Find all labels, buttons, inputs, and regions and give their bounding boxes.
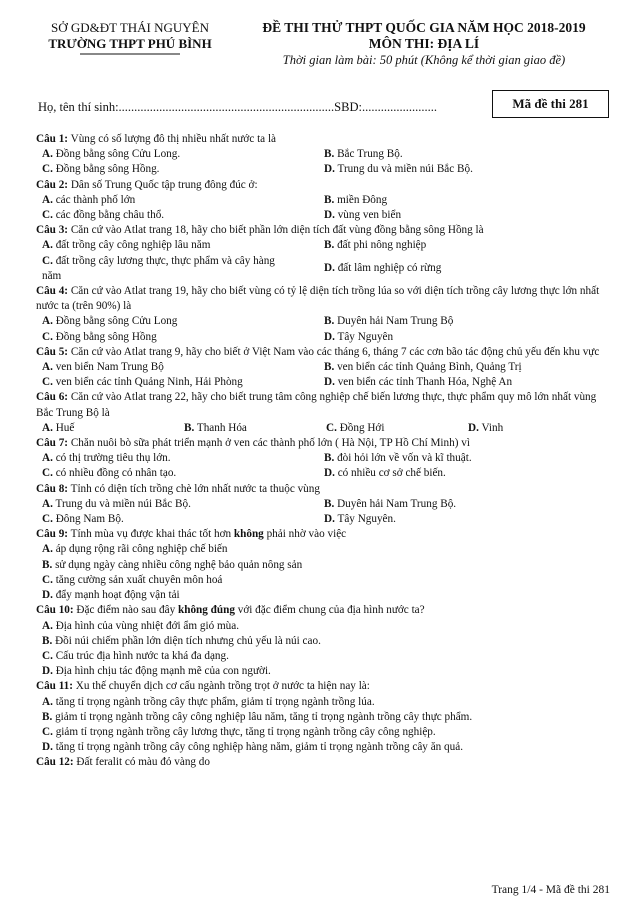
option-text: sử dụng ngày càng nhiều công nghệ bảo quản nông sản	[55, 558, 303, 571]
question-number: Câu 7:	[36, 437, 69, 450]
option-text: Đông Nam Bộ.	[55, 513, 124, 526]
option-text: Địa hình của vùng nhiệt đới ẩm gió mùa.	[55, 619, 240, 632]
option-letter: A.	[42, 619, 53, 632]
option-a	[36, 619, 610, 634]
question-text: Xu thế chuyển dịch cơ cấu ngành trồng trọt ở nước ta hiện nay là:	[73, 680, 370, 693]
option-letter: C.	[42, 376, 53, 389]
option-text: Tây Nguyên	[337, 330, 394, 343]
option-letter: B.	[324, 315, 335, 328]
option-text: Thanh Hóa	[196, 421, 247, 434]
option-text: các đồng bằng châu thổ.	[55, 209, 165, 222]
option-b	[318, 497, 600, 512]
option-d	[36, 588, 610, 603]
option-d	[318, 375, 600, 390]
option-letter: C.	[42, 254, 53, 267]
question-number: Câu 9:	[36, 528, 69, 541]
option-letter: B.	[324, 148, 335, 161]
option-text: đòi hỏi lớn về vốn và kĩ thuật.	[337, 452, 472, 465]
option-text: Duyên hải Nam Trung Bộ	[337, 315, 454, 328]
question-text: Dân số Trung Quốc tập trung đông đúc ở:	[68, 178, 258, 191]
question-6	[36, 390, 610, 436]
option-a	[36, 542, 610, 557]
option-text: Đồng bằng sông Hồng.	[55, 163, 160, 176]
option-text: vùng ven biển	[337, 209, 402, 222]
option-text: đẩy mạnh hoạt động vận tải	[55, 589, 180, 602]
option-b	[36, 710, 610, 725]
option-text: Đồng bằng sông Hồng	[55, 330, 157, 343]
option-text: ven biển các tỉnh Quảng Bình, Quảng Trị	[337, 361, 522, 374]
option-text: Vinh	[481, 421, 504, 434]
option-letter: B.	[42, 558, 53, 571]
option-letter: A.	[42, 452, 53, 465]
option-c	[36, 330, 318, 345]
option-d	[318, 330, 600, 345]
option-letter: A.	[42, 193, 53, 206]
option-text: có nhiều đồng cỏ nhân tạo.	[55, 467, 177, 480]
question-text: Vùng có số lượng đô thị nhiều nhất nước ta là	[68, 133, 277, 145]
question-number: Câu 3:	[36, 224, 69, 237]
option-text: Trung du và miền núi Bắc Bộ.	[337, 163, 473, 176]
header-left	[20, 20, 240, 56]
question-number: Câu 1:	[36, 133, 69, 145]
option-letter: D.	[42, 589, 53, 602]
option-text: Bắc Trung Bộ.	[337, 148, 403, 161]
option-text: ven biển Nam Trung Bộ	[55, 361, 164, 374]
question-keyword: không đúng	[178, 604, 235, 617]
question-3	[36, 223, 610, 284]
option-text: đất lâm nghiệp có rừng	[337, 262, 442, 275]
option-letter: B.	[324, 193, 335, 206]
student-info-line: Họ, tên thí sinh:.....................................................................SBD:........................	[38, 100, 437, 114]
question-12	[36, 755, 610, 770]
question-7	[36, 436, 610, 482]
question-number: Câu 10:	[36, 604, 74, 617]
exam-title: ĐỀ THI THỬ THPT QUỐC GIA NĂM HỌC 2018-2019	[262, 20, 586, 35]
option-c	[36, 208, 318, 223]
option-text: Đồng bằng sông Cửu Long	[55, 315, 178, 328]
question-text: Căn cứ vào Atlat trang 22, hãy cho biết trung tâm công nghiệp chế biến lương thực, thực phẩm quy mô lớn nhất vùng Bắc Trung Bộ là	[36, 391, 597, 419]
question-8	[36, 482, 610, 528]
question-text: Căn cứ vào Atlat trang 18, hãy cho biết phần lớn diện tích đất vùng đồng bằng sông Hồng là	[68, 224, 484, 237]
question-text: Căn cứ vào Atlat trang 19, hãy cho biết vùng có tỷ lệ diện tích trồng lúa so với diện tích trồng cây lương thực lớn nhất nước ta (trên 90%) là	[36, 285, 600, 313]
option-text: Duyên hải Nam Trung Bộ.	[337, 497, 457, 510]
question-text: Chăn nuôi bò sữa phát triển mạnh ở ven các thành phố lớn ( Hà Nội, TP Hồ Chí Minh) vì	[68, 437, 470, 450]
option-text: tăng cường sản xuất chuyên môn hoá	[55, 573, 223, 586]
option-letter: C.	[42, 209, 53, 222]
option-d	[318, 162, 600, 177]
option-letter: A.	[42, 497, 53, 510]
option-text: đất phi nông nghiệp	[337, 239, 427, 252]
option-b	[318, 360, 600, 375]
question-keyword: không	[233, 528, 264, 541]
question-text: Tỉnh có diện tích trồng chè lớn nhất nước ta thuộc vùng	[68, 482, 320, 495]
option-b	[36, 558, 610, 573]
option-text: áp dụng rộng rãi công nghiệp chế biến	[55, 543, 228, 556]
option-c	[36, 466, 318, 481]
option-text: giảm tỉ trọng ngành trồng cây lương thực, tăng tỉ trọng ngành trồng cây công nghiệp.	[55, 725, 436, 738]
option-d	[36, 664, 610, 679]
question-9	[36, 527, 610, 603]
option-letter: B.	[184, 421, 195, 434]
exam-code-box: Mã đề thi 281	[492, 90, 609, 118]
option-text: Đồng Hới	[339, 421, 385, 434]
option-b	[318, 451, 600, 466]
question-text-end: phải nhờ vào việc	[263, 528, 347, 541]
option-text: tăng tỉ trọng ngành trồng cây thực phẩm, giảm tỉ trọng ngành trồng lúa.	[55, 695, 375, 708]
question-4	[36, 284, 610, 345]
option-letter: D.	[324, 330, 335, 343]
option-c	[320, 421, 462, 436]
question-text: Căn cứ vào Atlat trang 9, hãy cho biết ở Việt Nam vào các tháng 6, tháng 7 các cơn bão tác động chủ yếu đến khu vực	[68, 345, 600, 358]
option-text: có thị trường tiêu thụ lớn.	[55, 452, 171, 465]
option-text: đất trồng cây công nghiệp lâu năm	[55, 239, 211, 252]
option-letter: C.	[42, 330, 53, 343]
question-number: Câu 5:	[36, 345, 69, 358]
option-a	[36, 695, 610, 710]
option-letter: D.	[42, 741, 53, 754]
option-text: Huế	[55, 421, 75, 434]
option-text: các thành phố lớn	[55, 193, 136, 206]
option-letter: D.	[324, 209, 335, 222]
option-letter: D.	[324, 467, 335, 480]
option-d	[318, 466, 600, 481]
option-c	[36, 254, 318, 284]
question-text: Tính mùa vụ được khai thác tốt hơn	[68, 528, 234, 541]
question-number: Câu 4:	[36, 285, 69, 298]
option-a	[36, 147, 318, 162]
question-number: Câu 2:	[36, 178, 69, 191]
option-text: Cấu trúc địa hình nước ta khá đa dạng.	[55, 649, 229, 662]
option-text: đất trồng cây lương thực, thực phẩm và cây hàng năm	[42, 254, 275, 282]
question-number: Câu 12:	[36, 756, 74, 769]
option-letter: B.	[324, 239, 335, 252]
option-text: ven biển các tỉnh Quảng Ninh, Hải Phòng	[55, 376, 243, 389]
option-c	[36, 649, 610, 664]
option-c	[36, 573, 610, 588]
question-11	[36, 679, 610, 755]
option-letter: B.	[324, 361, 335, 374]
option-letter: A.	[42, 315, 53, 328]
question-text: Đặc điểm nào sau đây	[73, 604, 178, 617]
school-underline	[80, 53, 180, 56]
option-letter: B.	[42, 634, 53, 647]
header-right	[238, 20, 610, 68]
option-letter: B.	[42, 710, 53, 723]
option-letter: A.	[42, 543, 53, 556]
question-5	[36, 345, 610, 391]
option-text: miền Đông	[337, 193, 388, 206]
question-text: Đất feralit có màu đỏ vàng do	[73, 756, 210, 769]
question-list	[36, 132, 610, 771]
option-b	[178, 421, 320, 436]
option-letter: D.	[42, 665, 53, 678]
option-text: tăng tỉ trọng ngành trồng cây công nghiệp hàng năm, giảm tỉ trọng ngành trồng cây ăn quả.	[55, 741, 463, 754]
question-text-end: với đặc điểm chung của địa hình nước ta?	[234, 604, 425, 617]
option-b	[318, 147, 600, 162]
page-footer: Trang 1/4 - Mã đề thi 281	[491, 884, 610, 896]
question-number: Câu 11:	[36, 680, 73, 693]
option-letter: B.	[324, 497, 335, 510]
option-c	[36, 512, 318, 527]
option-d	[318, 512, 600, 527]
question-1	[36, 132, 610, 178]
option-c	[36, 725, 610, 740]
option-text: Trung du và miền núi Bắc Bộ.	[55, 497, 191, 510]
option-letter: C.	[42, 467, 53, 480]
question-10	[36, 603, 610, 679]
option-letter: D.	[324, 262, 335, 275]
option-a	[36, 193, 318, 208]
option-a	[36, 314, 318, 329]
option-b	[318, 314, 600, 329]
option-a	[36, 238, 318, 253]
option-text: ven biển các tỉnh Thanh Hóa, Nghệ An	[337, 376, 513, 389]
question-2	[36, 178, 610, 224]
option-b	[36, 634, 610, 649]
option-letter: D.	[324, 376, 335, 389]
option-letter: B.	[324, 452, 335, 465]
question-number: Câu 8:	[36, 482, 69, 495]
exam-subject: MÔN THI: ĐỊA LÍ	[368, 36, 480, 51]
option-letter: C.	[42, 573, 53, 586]
option-d	[318, 208, 600, 223]
school-name: TRƯỜNG THPT PHÚ BÌNH	[48, 36, 212, 51]
option-letter: C.	[42, 163, 53, 176]
option-text: Đồi núi chiếm phần lớn diện tích nhưng chủ yếu là núi cao.	[55, 634, 321, 647]
exam-time: Thời gian làm bài: 50 phút (Không kể thời gian giao đề)	[282, 53, 566, 67]
option-d	[318, 261, 600, 276]
option-a	[36, 421, 178, 436]
option-c	[36, 162, 318, 177]
option-letter: A.	[42, 361, 53, 374]
option-letter: D.	[324, 513, 335, 526]
department-name: SỞ GD&ĐT THÁI NGUYÊN	[50, 20, 210, 35]
question-number: Câu 6:	[36, 391, 69, 404]
option-text: giảm tỉ trọng ngành trồng cây công nghiệp lâu năm, tăng tỉ trọng ngành trồng cây thực phẩm.	[55, 710, 473, 723]
option-letter: D.	[468, 421, 479, 434]
option-text: Địa hình chịu tác động mạnh mẽ của con người.	[55, 665, 271, 678]
option-text: có nhiều cơ sở chế biến.	[337, 467, 446, 480]
option-a	[36, 497, 318, 512]
option-text: Đồng bằng sông Cửu Long.	[55, 148, 181, 161]
option-letter: A.	[42, 695, 53, 708]
option-letter: C.	[326, 421, 337, 434]
option-letter: A.	[42, 148, 53, 161]
option-letter: C.	[42, 725, 53, 738]
option-a	[36, 360, 318, 375]
option-letter: C.	[42, 513, 53, 526]
option-b	[318, 193, 600, 208]
option-text: Tây Nguyên.	[337, 513, 396, 526]
option-c	[36, 375, 318, 390]
option-letter: A.	[42, 239, 53, 252]
option-b	[318, 238, 600, 253]
option-letter: A.	[42, 421, 53, 434]
option-a	[36, 451, 318, 466]
option-letter: D.	[324, 163, 335, 176]
option-letter: C.	[42, 649, 53, 662]
option-d	[462, 421, 604, 436]
option-d	[36, 740, 610, 755]
